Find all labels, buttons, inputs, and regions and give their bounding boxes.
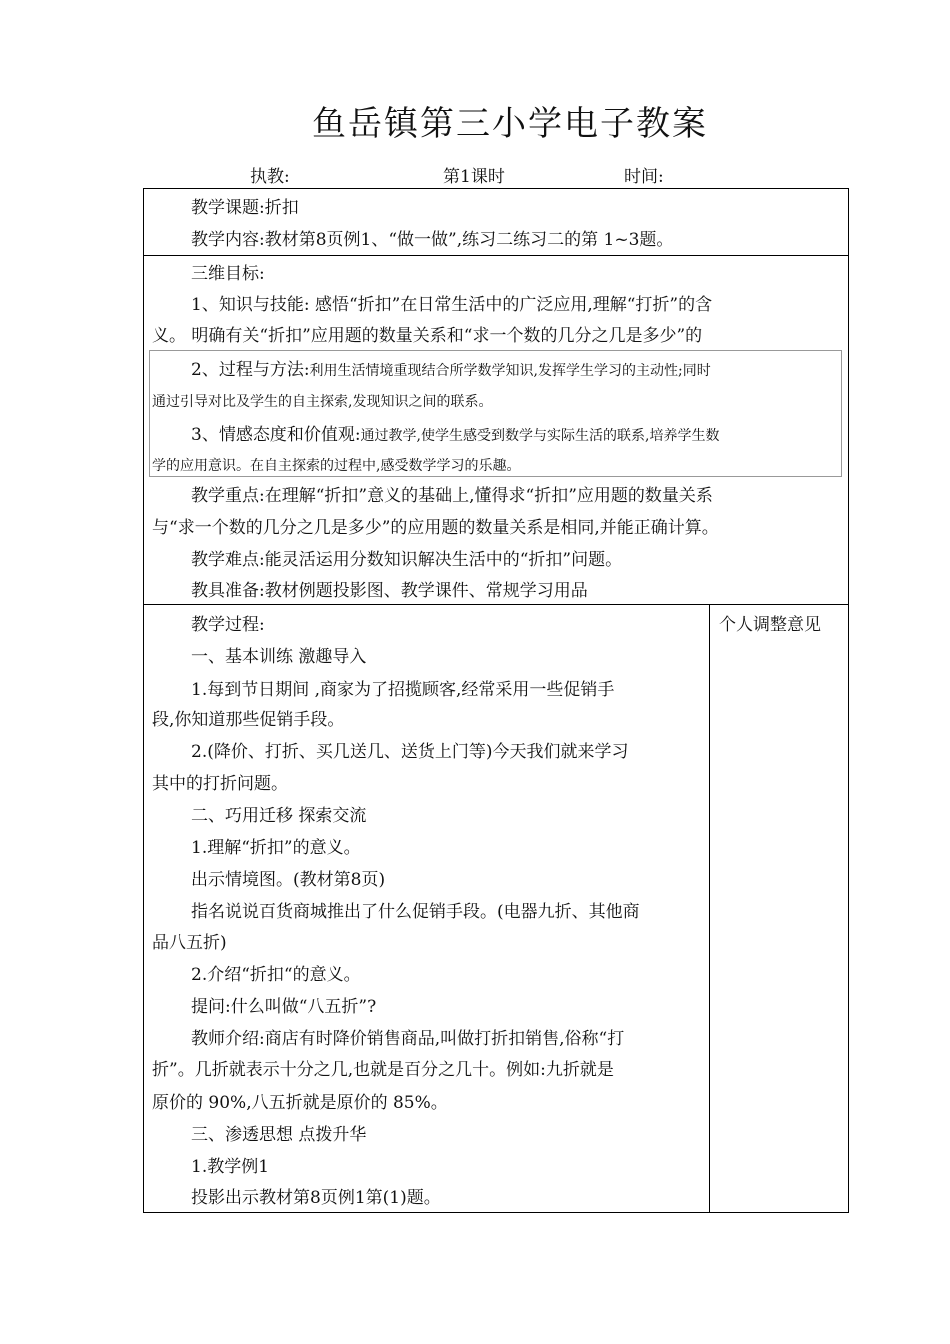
process-line: 教学过程:	[191, 615, 265, 635]
goal-emotion-label: 3、情感态度和价值观:	[191, 425, 361, 445]
process-line: 提问:什么叫做“八五折”?	[191, 997, 377, 1017]
process-line: 指名说说百货商城推出了什么促销手段。(电器九折、其他商	[191, 902, 640, 922]
key-point: 教学重点:在理解“折扣”意义的基础上,懂得求“折扣”应用题的数量关系	[191, 486, 713, 506]
time-label: 时间:	[624, 167, 664, 187]
process-line: 出示情境图。(教材第8页)	[191, 870, 386, 890]
teacher-label: 执教:	[250, 167, 290, 187]
process-line: 投影出示教材第8页例1第(1)题。	[191, 1188, 441, 1208]
process-line: 折”。几折就表示十分之几,也就是百分之几十。例如:九折就是	[152, 1060, 614, 1080]
goal-process-text: 利用生活情境重现结合所学数学知识,发挥学生学习的主动性;同时	[309, 363, 711, 379]
difficulty: 教学难点:能灵活运用分数知识解决生活中的“折扣”问题。	[191, 550, 623, 570]
process-line: 原价的 90%,八五折就是原价的 85%。	[152, 1093, 448, 1113]
adjustment-notes-heading: 个人调整意见	[719, 615, 821, 635]
process-line: 其中的打折问题。	[152, 774, 288, 794]
process-line: 二、巧用迁移 探索交流	[191, 806, 367, 826]
teaching-tools: 教具准备:教材例题投影图、教学课件、常规学习用品	[191, 581, 588, 601]
goal-emotion	[191, 424, 719, 447]
process-line: 段,你知道那些促销手段。	[152, 710, 345, 730]
column-divider	[709, 604, 710, 1213]
goal-emotion-text: 通过教学,使学生感受到数学与实际生活的联系,培养学生数	[360, 428, 720, 444]
row-divider	[143, 255, 849, 256]
process-line: 2.介绍“折扣“的意义。	[191, 965, 361, 985]
page-title: 鱼岳镇第三小学电子教案	[312, 104, 708, 144]
goal-process-label: 2、过程与方法:	[191, 360, 310, 380]
process-line: 1.教学例1	[191, 1157, 270, 1177]
goal-process	[191, 359, 711, 382]
goal-emotion-cont: 学的应用意识。在自主探索的过程中,感受数学学习的乐趣。	[152, 458, 521, 474]
process-line: 三、渗透思想 点拨升华	[191, 1125, 367, 1145]
goal-process-cont: 通过引导对比及学生的自主探索,发现知识之间的联系。	[152, 394, 493, 410]
goal-knowledge-cont: 义。 明确有关“折扣”应用题的数量关系和“求一个数的几分之几是多少”的	[152, 326, 703, 346]
process-line: 教师介绍:商店有时降价销售商品,叫做打折扣销售,俗称“打	[191, 1029, 625, 1049]
goal-knowledge: 1、知识与技能: 感悟“折扣”在日常生活中的广泛应用,理解“打折”的含	[191, 295, 713, 315]
process-line: 1.理解“折扣”的意义。	[191, 838, 361, 858]
process-line: 2.(降价、打折、买几送几、送货上门等)今天我们就来学习	[191, 742, 629, 762]
lesson-number: 第1课时	[443, 167, 505, 187]
lesson-content: 教学内容:教材第8页例1、“做一做”,练习二练习二的第 1~3题。	[191, 230, 674, 250]
goals-heading: 三维目标:	[191, 264, 265, 284]
process-line: 一、基本训练 激趣导入	[191, 647, 367, 667]
process-line: 1.每到节日期间 ,商家为了招揽顾客,经常采用一些促销手	[191, 680, 615, 700]
key-point-cont: 与“求一个数的几分之几是多少”的应用题的数量关系是相同,并能正确计算。	[152, 518, 719, 538]
row-divider	[143, 604, 849, 605]
lesson-topic: 教学课题:折扣	[191, 198, 299, 218]
process-line: 品八五折)	[152, 933, 227, 953]
